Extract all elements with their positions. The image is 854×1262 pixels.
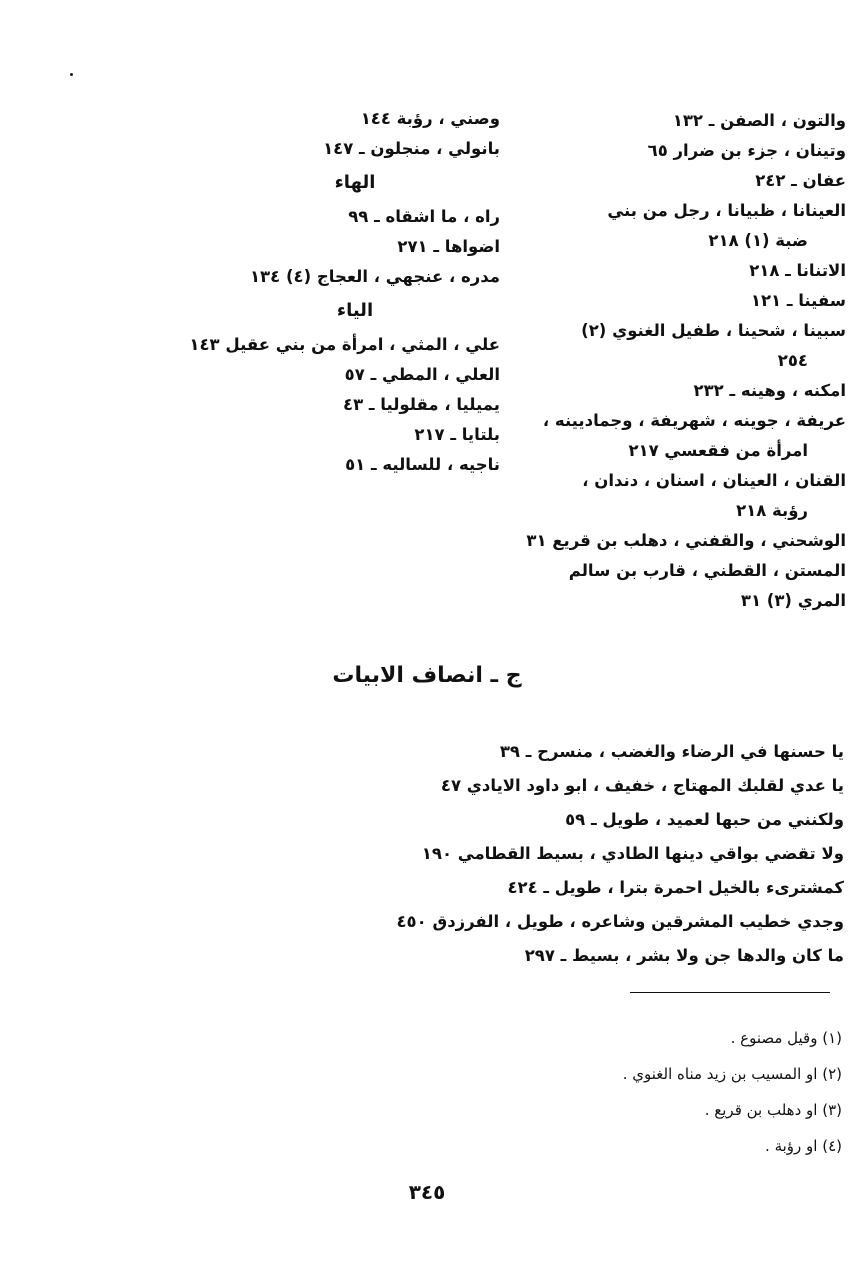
index-entry: سبينا ، شحينا ، طفيل الغنوي (٢)	[581, 321, 846, 340]
index-entry: ضبة (١) ٢١٨	[708, 231, 808, 250]
index-entry: المري (٣) ٣١	[740, 591, 846, 610]
index-entry: العينانا ، ظبيانا ، رجل من بني	[607, 201, 846, 220]
index-entry: بانولي ، منجلون ـ ١٤٧	[323, 139, 500, 158]
index-entry: مدره ، عنجهي ، العجاج (٤) ١٣٤	[249, 267, 500, 286]
index-entry: يميليا ، مقلوليا ـ ٤٣	[343, 395, 500, 414]
index-entry: علي ، المثي ، امرأة من بني عقيل ١٤٣	[189, 335, 500, 354]
index-entry: عفان ـ ٢٤٢	[755, 171, 846, 190]
verse-entry: يا حسنها في الرضاء والغضب ، منسرح ـ ٣٩	[499, 742, 844, 761]
verse-entry: كمشترىء بالخيل احمرة بترا ، طويل ـ ٤٢٤	[507, 878, 844, 897]
index-left-column	[189, 104, 500, 480]
index-entry: بلتايا ـ ٢١٧	[414, 425, 500, 444]
footnote: (٣) او دهلب بن قريع .	[704, 1101, 842, 1119]
index-entry: امرأة من فقعسي ٢١٧	[628, 441, 808, 460]
verse-entry: وجدي خطيب المشرقين وشاعره ، طويل ، الفرزدق ٤٥٠	[396, 912, 844, 931]
index-entry: عريفة ، جوينه ، شهريفة ، وجماديينه ،	[542, 411, 846, 430]
verse-entry: يا عدي لقلبك المهتاج ، خفيف ، ابو داود الايادي ٤٧	[440, 776, 844, 795]
verse-entry: ولا تقضي بواقي دينها الطادي ، بسيط القطامي ١٩٠	[421, 844, 844, 863]
index-entry: القنان ، العينان ، اسنان ، دندان ،	[582, 471, 846, 490]
index-entry: العلي ، المطي ـ ٥٧	[344, 365, 500, 384]
index-entry: راه ، ما اشقاه ـ ٩٩	[348, 207, 500, 226]
index-entry: الاتنانا ـ ٢١٨	[749, 261, 846, 280]
index-entry: امكنه ، وهينه ـ ٢٣٢	[693, 381, 846, 400]
index-right-column	[528, 106, 846, 616]
index-entry: رؤبة ٢١٨	[736, 501, 808, 520]
footnote-separator	[630, 992, 830, 993]
index-entry: سفينا ـ ١٢١	[750, 291, 846, 310]
index-entry: اضواها ـ ٢٧١	[397, 237, 500, 256]
section-title: ج ـ انصاف الابيات	[332, 663, 522, 688]
verse-entry: ولكنني من حبها لعميد ، طويل ـ ٥٩	[565, 810, 844, 829]
letter-heading: الياء	[336, 300, 374, 321]
index-entry: والتون ، الصفن ـ ١٣٢	[672, 111, 846, 130]
index-entry: الوشحني ، والقفني ، دهلب بن قريع ٣١	[526, 531, 846, 550]
footnote: (٢) او المسيب بن زيد مناه الغنوي .	[622, 1065, 842, 1083]
index-entry: وتينان ، جزء بن ضرار ٦٥	[647, 141, 846, 160]
index-entry: المستن ، القطني ، قارب بن سالم	[568, 561, 846, 580]
footnote: (١) وقيل مصنوع .	[730, 1029, 842, 1047]
index-entry: وصني ، رؤبة ١٤٤	[360, 109, 500, 128]
footnotes	[342, 1020, 842, 1164]
index-entry: ناجيه ، للساليه ـ ٥١	[345, 455, 500, 474]
letter-heading: الهاء	[334, 172, 376, 193]
footnote: (٤) او رؤبة .	[765, 1137, 842, 1155]
verse-halves-list	[44, 735, 844, 973]
page-number: ٣٤٥	[408, 1180, 446, 1204]
ink-speck	[70, 73, 73, 76]
index-entry: ٢٥٤	[777, 351, 808, 370]
verse-entry: ما كان والدها جن ولا بشر ، بسيط ـ ٢٩٧	[524, 946, 844, 965]
